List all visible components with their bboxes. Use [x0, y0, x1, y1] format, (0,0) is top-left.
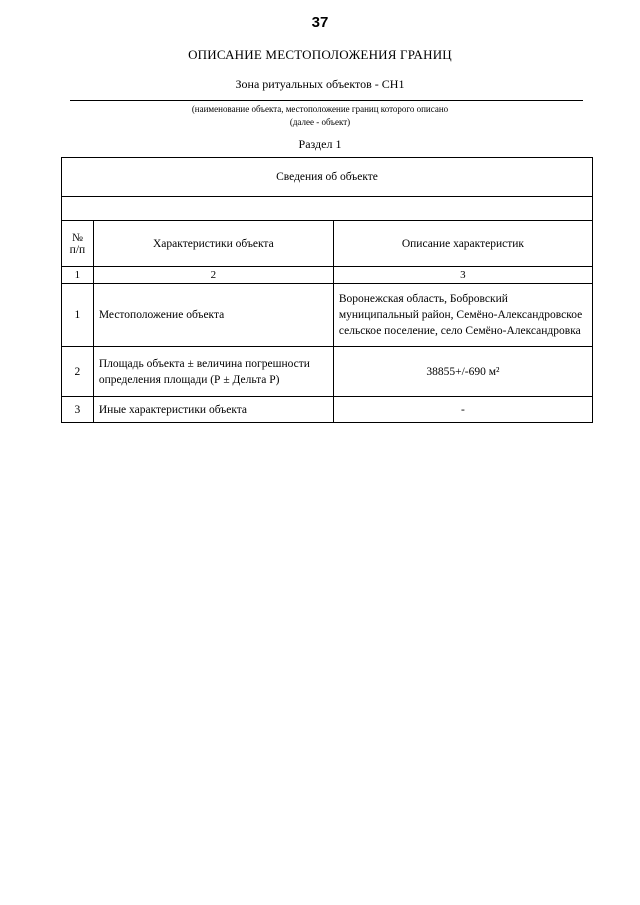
section-title: Раздел 1	[298, 137, 342, 151]
column-number-row	[62, 267, 593, 284]
row-description: 38855+/-690 м²	[333, 347, 592, 397]
row-number: 1	[62, 284, 94, 347]
header-characteristic: Характеристики объекта	[93, 221, 333, 267]
table-row	[62, 397, 593, 423]
document-title: ОПИСАНИЕ МЕСТОПОЛОЖЕНИЯ ГРАНИЦ	[188, 47, 452, 62]
row-characteristic: Площадь объекта ± величина погрешности определения площади (Р ± Дельта Р)	[93, 347, 333, 397]
underline-rule	[70, 100, 583, 101]
header-description: Описание характеристик	[333, 221, 592, 267]
row-characteristic: Местоположение объекта	[93, 284, 333, 347]
table-row	[62, 347, 593, 397]
note-line-2: (далее - объект)	[289, 117, 351, 127]
row-description: Воронежская область, Бобровский муниципальный район, Семёно-Александровское сельское поселение, село Семёно-Александровка	[333, 284, 592, 347]
row-number: 2	[62, 347, 94, 397]
header-number: № п/п	[62, 221, 94, 267]
column-number: 1	[62, 267, 94, 284]
table-header-row	[62, 221, 593, 267]
column-number: 3	[333, 267, 592, 284]
table-spacer-row	[62, 197, 593, 221]
object-note	[0, 103, 640, 129]
row-number: 3	[62, 397, 94, 423]
table-row	[62, 284, 593, 347]
object-info-table	[61, 157, 593, 423]
column-number: 2	[93, 267, 333, 284]
table-caption: Сведения об объекте	[62, 158, 593, 197]
object-name: Зона ритуальных объектов - СН1	[235, 77, 405, 91]
page-number: 37	[311, 14, 329, 31]
row-description: -	[333, 397, 592, 423]
note-line-1: (наименование объекта, местоположение границ которого описано	[191, 104, 449, 114]
row-characteristic: Иные характеристики объекта	[93, 397, 333, 423]
